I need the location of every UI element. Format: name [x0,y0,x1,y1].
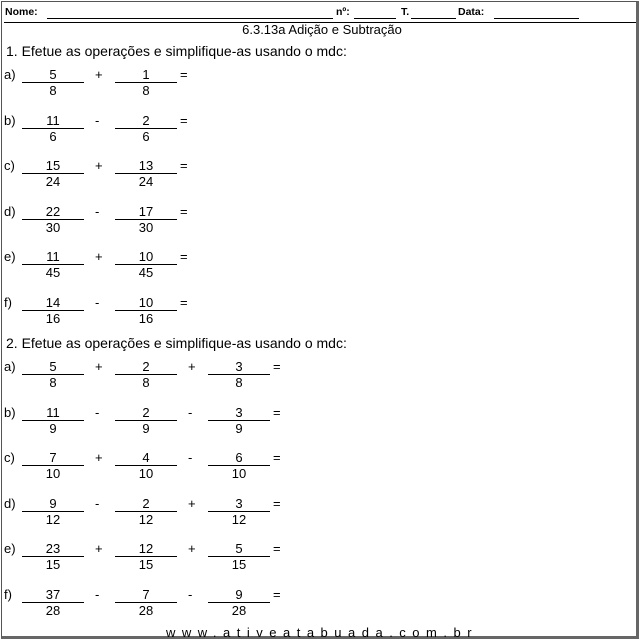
numerator: 37 [22,587,84,603]
numerator: 14 [22,295,84,311]
numerator: 5 [22,359,84,375]
denominator: 15 [138,557,154,572]
data-label: Data: [458,6,485,18]
numerator: 9 [22,496,84,512]
fraction [22,67,84,98]
problem-row [0,113,640,147]
denominator: 8 [235,375,243,390]
operator: - [95,586,100,602]
fraction [22,450,84,481]
fraction [115,113,177,144]
operator: - [188,404,193,420]
numerator: 22 [22,204,84,220]
operator: + [95,359,103,374]
numerator: 17 [115,204,177,220]
fraction [115,541,177,572]
equals-sign: = [180,158,188,173]
denominator: 45 [45,265,61,280]
problem-label: c) [4,450,15,465]
numerator: 4 [115,450,177,466]
denominator: 12 [45,511,61,527]
denominator: 6 [142,128,150,144]
turma-field[interactable] [411,18,456,19]
fraction [22,113,84,144]
operator: + [95,158,103,173]
numero-label: nº: [336,6,350,18]
operator: + [95,541,103,556]
equals-sign: = [180,67,188,82]
problem-label: f) [4,586,12,602]
equals-sign: = [273,541,281,556]
problem-row [0,450,640,484]
operator: - [95,294,100,310]
denominator: 15 [45,557,61,572]
denominator: 10 [45,466,61,481]
fraction [115,204,177,235]
fraction [115,450,177,481]
numerator: 10 [115,249,177,265]
operator: + [95,67,103,82]
problem-row [0,67,640,101]
denominator: 9 [142,420,150,436]
numero-field[interactable] [354,18,396,19]
equals-sign: = [180,203,188,219]
denominator: 30 [138,219,154,235]
fraction [115,158,177,189]
numerator: 11 [22,405,84,421]
numerator: 23 [22,541,84,557]
operator: - [95,495,100,511]
numerator: 7 [22,450,84,466]
equals-sign: = [273,495,281,511]
denominator: 24 [45,174,61,189]
problem-label: e) [4,541,16,556]
fraction [208,496,270,527]
denominator: 30 [45,219,61,235]
denominator: 8 [142,83,150,98]
fraction [22,496,84,527]
fraction [22,541,84,572]
equals-sign: = [180,249,188,264]
denominator: 8 [49,83,57,98]
operator: - [95,404,100,420]
denominator: 9 [235,420,243,436]
numerator: 12 [115,541,177,557]
operator: - [188,450,193,465]
problem-row [0,249,640,283]
numerator: 3 [208,496,270,512]
denominator: 9 [49,420,57,436]
data-field[interactable] [494,18,579,19]
fraction [22,204,84,235]
problem-row [0,359,640,393]
denominator: 24 [138,174,154,189]
problem-row [0,541,640,575]
denominator: 10 [138,466,154,481]
denominator: 28 [45,602,61,618]
numerator: 15 [22,158,84,174]
operator: + [188,359,196,374]
operator: + [188,541,196,556]
operator: - [188,586,193,602]
fraction [208,450,270,481]
denominator: 12 [138,511,154,527]
denominator: 15 [231,557,247,572]
site-footer: www.ativeatabuada.com.br [165,625,479,640]
numerator: 10 [115,295,177,311]
numerator: 9 [208,587,270,603]
numerator: 2 [115,405,177,421]
problem-row [0,587,640,621]
denominator: 16 [138,310,154,326]
numerator: 3 [208,405,270,421]
fraction [115,249,177,280]
fraction [22,158,84,189]
fraction [115,67,177,98]
equals-sign: = [273,450,281,465]
denominator: 28 [231,602,247,618]
numerator: 7 [115,587,177,603]
problem-label: a) [4,67,16,82]
numerator: 11 [22,113,84,129]
problem-row [0,204,640,238]
problem-label: a) [4,359,16,374]
problem-label: b) [4,404,16,420]
numerator: 2 [115,496,177,512]
denominator: 45 [138,265,154,280]
fraction [115,295,177,326]
denominator: 16 [45,310,61,326]
problem-row [0,295,640,329]
problem-label: d) [4,203,16,219]
fraction [208,587,270,618]
fraction [208,405,270,436]
denominator: 28 [138,602,154,618]
fraction [208,359,270,390]
operator: + [95,450,103,465]
fraction [22,295,84,326]
fraction [115,405,177,436]
operator: - [95,112,100,128]
fraction [115,496,177,527]
denominator: 8 [49,375,57,390]
numerator: 1 [115,67,177,83]
fraction [22,405,84,436]
problem-row [0,496,640,530]
numerator: 6 [208,450,270,466]
equals-sign: = [180,294,188,310]
fraction [115,587,177,618]
problem-label: e) [4,249,16,264]
section1-instruction: 1. Efetue as operações e simplifique-as usando o mdc: [6,43,347,59]
problem-row [0,405,640,439]
student-header [5,6,635,22]
nome-field[interactable] [47,18,333,19]
operator: + [95,249,103,264]
denominator: 8 [142,375,150,390]
numerator: 13 [115,158,177,174]
problem-label: c) [4,158,15,173]
turma-label: T. [401,6,410,18]
equals-sign: = [180,112,188,128]
nome-label: Nome: [5,6,38,18]
numerator: 5 [22,67,84,83]
numerator: 3 [208,359,270,375]
fraction [22,587,84,618]
fraction [208,541,270,572]
denominator: 6 [49,128,57,144]
problem-row [0,158,640,192]
fraction [22,359,84,390]
denominator: 10 [231,466,247,481]
numerator: 2 [115,113,177,129]
denominator: 12 [231,511,247,527]
problem-label: d) [4,495,16,511]
problem-label: b) [4,112,16,128]
operator: + [188,495,196,511]
worksheet-title: 6.3.13a Adição e Subtração [242,22,402,37]
fraction [115,359,177,390]
operator: - [95,203,100,219]
fraction [22,249,84,280]
equals-sign: = [273,586,281,602]
numerator: 2 [115,359,177,375]
numerator: 5 [208,541,270,557]
equals-sign: = [273,404,281,420]
numerator: 11 [22,249,84,265]
problem-label: f) [4,294,12,310]
section2-instruction: 2. Efetue as operações e simplifique-as usando o mdc: [6,335,347,351]
equals-sign: = [273,359,281,374]
